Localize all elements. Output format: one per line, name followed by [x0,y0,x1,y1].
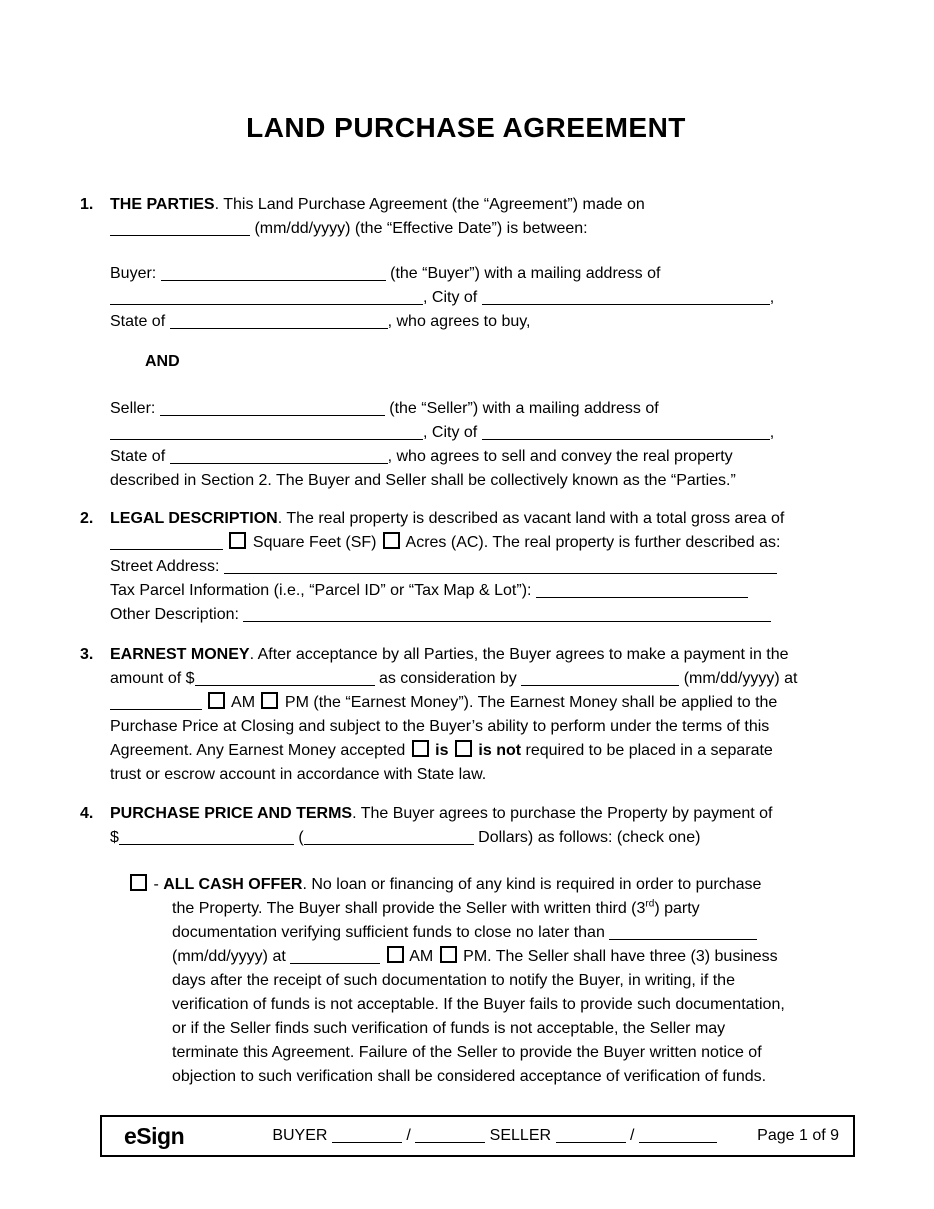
blank-field[interactable] [304,830,474,845]
blank-field[interactable] [415,1128,485,1143]
text-line [80,507,852,531]
text-run: - [149,876,164,893]
buyer-clause [110,262,852,334]
blank-field[interactable] [224,559,777,574]
text-line [110,262,852,286]
text-line [110,469,852,493]
blank-field[interactable] [170,449,388,464]
blank-field[interactable] [609,925,757,940]
text-run: required to be placed in a separate [521,742,773,759]
checkbox[interactable] [387,946,404,963]
text-line [80,603,852,627]
section-4-purchase-price [80,802,852,850]
blank-field[interactable] [170,314,388,329]
text-run: Dollars) as follows: (check one) [473,829,701,846]
text-run: Purchase Price at Closing and subject to the Buyer’s ability to perform under the terms of this [110,718,770,735]
text-run [223,534,227,551]
text-run: , who agrees to buy, [387,313,531,330]
text-run: State of [110,313,170,330]
text-line [80,739,852,763]
text-run: EARNEST MONEY [110,646,250,663]
document-body [80,193,852,1089]
blank-field[interactable] [243,607,771,622]
checkbox[interactable] [455,740,472,757]
checkbox[interactable] [440,946,457,963]
text-run: SELLER [485,1127,556,1144]
text-run: . No loan or financing of any kind is required in order to purchase [302,876,762,893]
blank-field[interactable] [195,671,375,686]
text-line [80,193,852,217]
text-run: LEGAL DESCRIPTION [110,510,278,527]
text-line [128,1017,852,1041]
text-run: terminate this Agreement. Failure of the Seller to provide the Buyer written notice of [172,1044,762,1061]
text-run: (mm/dd/yyyy) at [172,948,291,965]
blank-field[interactable] [160,401,385,416]
text-line [128,1065,852,1089]
text-line [80,826,852,850]
text-run: THE PARTIES [110,196,215,213]
text-run: (mm/dd/yyyy) at [679,670,798,687]
blank-field[interactable] [332,1128,402,1143]
blank-field[interactable] [521,671,679,686]
text-run: ALL CASH OFFER [163,876,303,893]
blank-field[interactable] [536,583,748,598]
text-run: AM [405,948,438,965]
text-run: (mm/dd/yyyy) (the “Effective Date”) is between: [250,220,588,237]
text-line [110,286,852,310]
text-line [80,802,852,826]
page-number-label: Page 1 of 9 [757,1127,839,1144]
text-run: State of [110,448,170,465]
checkbox[interactable] [261,692,278,709]
text-run: , City of [423,289,482,306]
text-line [128,921,852,945]
seller-clause [110,397,852,493]
text-run: / [401,1127,416,1144]
text-line [128,969,852,993]
footer-signature-line [232,1124,757,1148]
text-run: / [625,1127,639,1144]
text-run: ) party [654,900,700,917]
text-run [202,694,206,711]
blank-field[interactable] [110,290,423,305]
blank-field[interactable] [161,266,386,281]
text-run: , City of [423,424,482,441]
text-run: the Property. The Buyer shall provide the Seller with written third (3 [172,900,646,917]
checkbox[interactable] [412,740,429,757]
text-line [128,945,852,969]
text-line [80,217,852,241]
text-run: . After acceptance by all Parties, the Buyer agrees to make a payment in the [249,646,789,663]
text-run: (the “Seller”) with a mailing address of [384,400,659,417]
section-number: 4. [80,805,94,822]
text-run: , who agrees to sell and convey the real property [387,448,733,465]
blank-field[interactable] [482,425,770,440]
text-line [128,897,852,921]
text-line [110,445,852,469]
blank-field[interactable] [110,695,202,710]
esign-logo: eSign [124,1123,185,1149]
text-run: Agreement. Any Earnest Money accepted [110,742,410,759]
text-run: PM (the “Earnest Money”). The Earnest Money shall be applied to the [280,694,778,711]
text-line [145,350,852,374]
text-line [80,763,852,787]
text-line [80,531,852,555]
text-run: or if the Seller finds such verification of funds is not acceptable, the Seller may [172,1020,726,1037]
text-run: verification of funds is not acceptable. If the Buyer fails to provide such documentation, [172,996,785,1013]
text-run: . This Land Purchase Agreement (the “Agreement”) made on [214,196,645,213]
text-run: PM. The Seller shall have three (3) business [458,948,778,965]
text-run: Seller: [110,400,160,417]
text-run: is [430,742,453,759]
checkbox[interactable] [130,874,147,891]
section-2-legal-description [80,507,852,627]
document-title: LAND PURCHASE AGREEMENT [246,112,686,143]
text-run: Other Description: [110,606,244,623]
text-run: amount of $ [110,670,195,687]
blank-field[interactable] [556,1128,626,1143]
blank-field[interactable] [290,949,380,964]
page-footer [100,1115,855,1157]
text-line [80,691,852,715]
text-run: . The Buyer agrees to purchase the Property by payment of [352,805,773,822]
text-line [128,873,852,897]
text-line [110,421,852,445]
section-number: 2. [80,510,94,527]
text-line [80,579,852,603]
section-1-the-parties [80,193,852,241]
checkbox[interactable] [208,692,225,709]
text-run: PURCHASE PRICE AND TERMS [110,805,353,822]
text-run: Square Feet (SF) [248,534,381,551]
text-line [110,310,852,334]
text-line [128,993,852,1017]
text-run: . The real property is described as vacant land with a total gross area of [277,510,785,527]
text-run: , [769,289,775,306]
text-run: Street Address: [110,558,224,575]
text-line [80,715,852,739]
text-line [80,667,852,691]
blank-field[interactable] [110,535,223,550]
blank-field[interactable] [110,221,250,236]
section-number: 1. [80,196,94,213]
text-line [80,555,852,579]
text-run: (the “Buyer”) with a mailing address of [385,265,661,282]
text-run: BUYER [272,1127,332,1144]
text-run: described in Section 2. The Buyer and Seller shall be collectively known as the “Parties.” [110,472,736,489]
text-line [110,397,852,421]
section-number: 3. [80,646,94,663]
text-run: $ [110,829,119,846]
text-run: Tax Parcel Information (i.e., “Parcel ID” or “Tax Map & Lot”): [110,582,536,599]
text-run: ( [293,829,304,846]
text-run: rd [645,898,655,910]
blank-field[interactable] [482,290,770,305]
text-run: documentation verifying sufficient funds to close no later than [172,924,610,941]
text-run: trust or escrow account in accordance with State law. [110,766,487,783]
text-run: as consideration by [374,670,522,687]
text-line [128,1041,852,1065]
text-run [380,948,384,965]
text-run: Buyer: [110,265,161,282]
section-3-earnest-money [80,643,852,787]
text-run: days after the receipt of such documentation to notify the Buyer, in writing, if the [172,972,735,989]
blank-field[interactable] [119,830,294,845]
text-run: Acres (AC). The real property is further described as: [401,534,781,551]
text-run: AM [227,694,260,711]
blank-field[interactable] [639,1128,717,1143]
checkbox[interactable] [383,532,400,549]
all-cash-offer-clause [128,873,852,1089]
text-run: AND [145,353,180,370]
text-run: is not [473,742,522,759]
checkbox[interactable] [229,532,246,549]
text-run: objection to such verification shall be considered acceptance of verification of funds. [172,1068,767,1085]
text-run: , [769,424,775,441]
blank-field[interactable] [110,425,423,440]
and-separator [145,350,852,374]
text-line [80,643,852,667]
